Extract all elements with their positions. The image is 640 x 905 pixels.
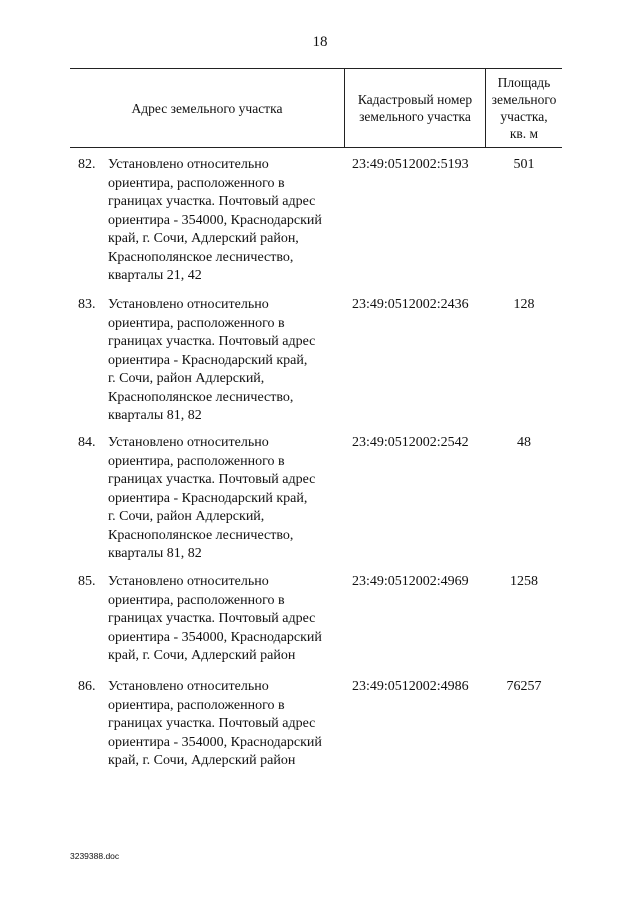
- header-area: Площадь земельного участка, кв. м: [491, 75, 557, 141]
- row-address: Установлено относительно ориентира, расположенного в границах участка. Почтовый адрес ориентира - Краснодарский край, г. Сочи, район Адлерский, Краснополянское лесничество, кварталы 81, 82: [108, 297, 316, 423]
- document-filename: 3239388.doc: [70, 851, 120, 861]
- row-number: 85.: [78, 574, 96, 589]
- row-number: 82.: [78, 157, 96, 172]
- row-cadastral-number: 23:49:0512002:5193: [352, 157, 469, 172]
- row-area: 501: [513, 157, 535, 172]
- row-address: Установлено относительно ориентира, расположенного в границах участка. Почтовый адрес ориентира - 354000, Краснодарский край, г. Сочи, Адлерский район: [108, 574, 322, 663]
- row-area: 76257: [506, 679, 542, 694]
- header-cadastral-number: Кадастровый номер земельного участка: [345, 69, 486, 147]
- row-address: Установлено относительно ориентира, расположенного в границах участка. Почтовый адрес ориентира - 354000, Краснодарский край, г. Сочи, Адлерский район, Краснополянское лесничество, кварталы 21, 42: [108, 157, 322, 283]
- table-header: [70, 68, 562, 148]
- row-area: 1258: [510, 574, 538, 589]
- row-number: 86.: [78, 679, 96, 694]
- page-number: 18: [312, 34, 328, 50]
- row-cadastral-number: 23:49:0512002:2436: [352, 297, 469, 312]
- row-area: 48: [517, 435, 531, 450]
- header-address: Адрес земельного участка: [70, 69, 345, 147]
- row-number: 84.: [78, 435, 96, 450]
- row-address: Установлено относительно ориентира, расположенного в границах участка. Почтовый адрес ориентира - 354000, Краснодарский край, г. Сочи, Адлерский район: [108, 679, 322, 768]
- row-cadastral-number: 23:49:0512002:4986: [352, 679, 469, 694]
- row-number: 83.: [78, 297, 96, 312]
- row-address: Установлено относительно ориентира, расположенного в границах участка. Почтовый адрес ориентира - Краснодарский край, г. Сочи, район Адлерский, Краснополянское лесничество, кварталы 81, 82: [108, 435, 316, 561]
- row-cadastral-number: 23:49:0512002:4969: [352, 574, 469, 589]
- row-area: 128: [513, 297, 535, 312]
- row-cadastral-number: 23:49:0512002:2542: [352, 435, 469, 450]
